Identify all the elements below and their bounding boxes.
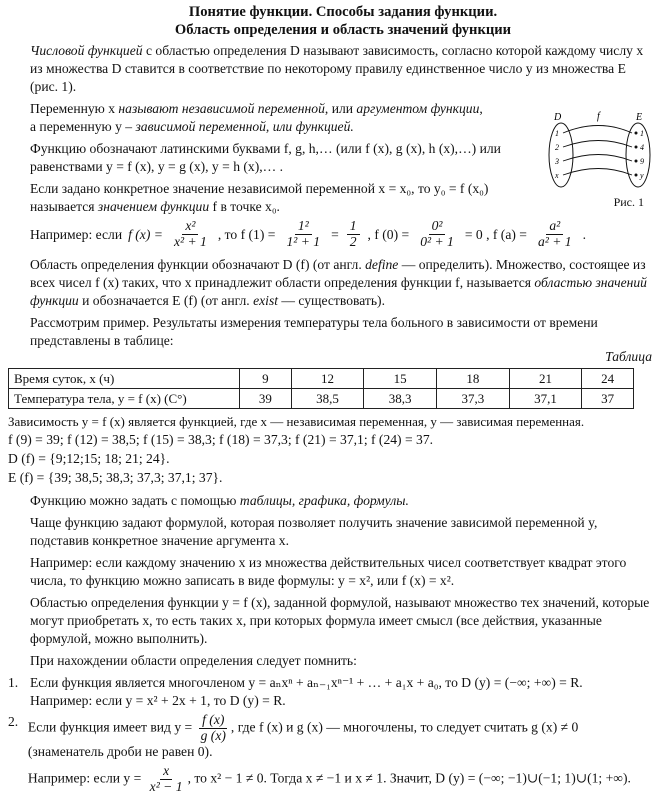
table-cell: 24: [582, 368, 634, 388]
paragraph-example-intro: Рассмотрим пример. Результаты измерения температуры тела больного в зависимости от времени представлены в таблице:: [30, 315, 598, 349]
math: , f (0) =: [367, 226, 410, 242]
fraction: [283, 219, 323, 250]
text: , или: [324, 100, 357, 116]
term-dependent: зависимой переменной, или функцией.: [135, 118, 354, 134]
paragraph-remember: При нахождении области определения следует помнить:: [30, 652, 357, 668]
fraction: [347, 219, 360, 250]
numerator: f (x): [199, 713, 227, 729]
paragraph-domain-formula: Областью определения функции y = f (x), заданной формулой, называют множество тех значений, которые могут приобретать x, то есть таких x, при которых формула имеет смысл (все действия, указанные формулой, можно выполнить).: [30, 594, 650, 646]
fraction: [417, 219, 457, 250]
table-cell: 37,1: [509, 389, 582, 409]
numerator: x: [160, 764, 172, 780]
term-range: областью значений функции: [30, 275, 647, 309]
math: .: [582, 226, 587, 242]
table-cell: 37: [582, 389, 634, 409]
paragraph-function-value: [30, 180, 535, 216]
math: =: [331, 226, 339, 242]
set-e-oval: [626, 123, 650, 187]
d-item: 2: [555, 143, 559, 152]
fraction: [535, 219, 575, 250]
denominator: a² + 1: [537, 234, 572, 250]
term-ways: таблицы, графика, формулы.: [239, 493, 409, 509]
list-number: 1.: [8, 674, 19, 690]
denominator: g (x): [200, 727, 226, 743]
text: Переменную x: [30, 100, 119, 116]
domain-set: D (f) = {9;12;15; 18; 21; 24}.: [8, 451, 170, 467]
table-cell: 38,5: [291, 389, 364, 409]
dependency-note: Зависимость y = f (x) является функцией, где x — независимая переменная, y — зависимая переменная.: [8, 414, 585, 430]
paragraph-domain-range: [30, 256, 656, 310]
set-d-oval: [549, 123, 573, 187]
text: — определить). Множество, состоящее из всех чисел f (x) таких, что x принадлежит области определения функции f, называется: [30, 257, 646, 291]
range-set: E (f) = {39; 38,5; 38,3; 37,3; 37,1; 37}.: [8, 470, 223, 486]
mapping-arrow: [563, 141, 632, 148]
rule-example: Например: если y = x² + 2x + 1, то D (y) = R.: [30, 692, 286, 708]
term-argument: аргументом функции: [356, 100, 480, 116]
paragraph-formula: Чаще функцию задают формулой, которая позволяет получить значение зависимой переменной y, подставив конкретное значение аргумента x.: [30, 515, 598, 549]
numerator: 0²: [429, 219, 446, 235]
d-item: 3: [555, 157, 559, 166]
text: Функцию можно задать с помощью: [30, 493, 240, 509]
temperature-table: [8, 368, 634, 409]
denominator: 2: [349, 234, 357, 250]
example-formula-row: [30, 219, 656, 250]
fraction: [171, 219, 210, 250]
term-numeric-function: Числовой функцией: [30, 43, 143, 58]
numerator: 1: [347, 219, 360, 235]
rule-example: [28, 764, 656, 795]
text: f в точке x₀.: [209, 198, 280, 214]
paragraph-variables: [30, 100, 535, 136]
paragraph-notation: Функцию обозначают латинскими буквами f, g, h,… (или f (x), g (x), h (x),…) или равенствами y = f (x), y = g (x), y = h (x),… .: [30, 140, 501, 174]
table-cell: 37,3: [436, 389, 509, 409]
denominator: x² − 1: [149, 779, 183, 795]
text: Если функция имеет вид y =: [27, 719, 193, 735]
table-cell: 38,3: [364, 389, 437, 409]
math: , то f (1) =: [217, 226, 276, 242]
title-line-2: Область определения и область значений функции: [174, 21, 512, 38]
text: , то x² − 1 ≠ 0. Тогда x ≠ −1 и x ≠ 1. Значит, D (y) = (−∞; −1)∪(−1; 1)∪(1; +∞).: [187, 770, 631, 786]
text: ,: [479, 100, 483, 116]
text: Область определения функции обозначают D (f) (от англ.: [30, 257, 366, 273]
term-function-value: значением функции: [97, 198, 210, 214]
fraction: [147, 764, 186, 795]
fraction: [198, 713, 229, 744]
d-item: x: [555, 171, 559, 180]
term-independent: называют независимой переменной: [118, 100, 325, 116]
mapping-arrow: [563, 126, 632, 134]
table-label: Таблица: [605, 349, 652, 365]
set-d-label: D: [554, 112, 562, 123]
text: Например: если: [30, 226, 123, 242]
table-row: [9, 389, 634, 409]
paragraph-ways: [30, 492, 656, 510]
text: Если задано конкретное значение независимой переменной x = x₀, то y₀ = f (x₀) называется: [30, 180, 489, 214]
text: , где f (x) и g (x) — многочлены, то следует считать g (x) ≠ 0 (знаменатель дроби не равен 0).: [27, 719, 579, 760]
numerator: 1²: [295, 219, 312, 235]
paragraph-square-example: Например: если каждому значению x из множества действительных чисел соответствует квадрат этого числа, то функцию можно записать в виде формулы: y = x², или f (x) = x².: [30, 555, 627, 588]
rule-text: [28, 713, 656, 762]
definition-text: с областью определения D называют зависимость, согласно которой каждому числу x из множества D ставится в соответствие по некоторому правилу единственное число y из множества E (рис. 1).: [30, 43, 644, 94]
list-number: 2.: [8, 713, 19, 729]
mapping-arrow: [563, 169, 632, 176]
table-cell: 12: [291, 368, 364, 388]
text: и обозначается E (f) (от англ.: [78, 293, 254, 309]
text: а переменную y –: [30, 118, 136, 134]
denominator: 1² + 1: [286, 234, 321, 250]
figure-caption: Рис. 1: [613, 195, 644, 209]
term-define: define: [365, 257, 399, 273]
table-row: [9, 368, 634, 388]
table-cell: 9: [240, 368, 292, 388]
mapping-diagram: [544, 110, 654, 196]
set-e-label: E: [636, 112, 643, 123]
page-title: [30, 4, 656, 39]
rule-item-1: [8, 674, 656, 710]
table-cell: 21: [509, 368, 582, 388]
table-row-header: Температура тела, y = f (x) (C°): [9, 389, 240, 409]
e-item: 9: [640, 157, 644, 166]
table-cell: 15: [364, 368, 437, 388]
table-cell: 18: [436, 368, 509, 388]
text: — существовать).: [278, 293, 385, 309]
numerator: a²: [546, 219, 563, 235]
paragraph-definition: [30, 42, 656, 96]
rule-text: Если функция является многочленом y = aₙxⁿ + aₙ₋₁xⁿ⁻¹ + … + a₁x + a₀, то D (y) = (−∞; +∞) = R.: [30, 674, 583, 690]
e-item: y: [640, 171, 644, 180]
numerator: x²: [182, 219, 198, 235]
math: = 0 , f (a) =: [464, 226, 527, 242]
table-row-header: Время суток, x (ч): [9, 368, 240, 388]
function-values: f (9) = 39; f (12) = 38,5; f (15) = 38,3; f (18) = 37,3; f (21) = 37,1; f (24) = 37.: [8, 432, 434, 448]
table-cell: 39: [240, 389, 292, 409]
term-exist: exist: [253, 293, 279, 309]
rule-item-2: [8, 713, 656, 796]
mapping-f-label: f: [597, 111, 600, 122]
denominator: x² + 1: [173, 234, 207, 250]
math: f (x) =: [128, 226, 163, 242]
d-item: 1: [555, 129, 559, 138]
title-line-1: Понятие функции. Способы задания функции.: [188, 4, 498, 20]
denominator: 0² + 1: [420, 234, 454, 250]
e-item: 4: [640, 143, 644, 152]
e-item: 1: [640, 129, 644, 138]
text: Например: если y =: [27, 770, 142, 786]
